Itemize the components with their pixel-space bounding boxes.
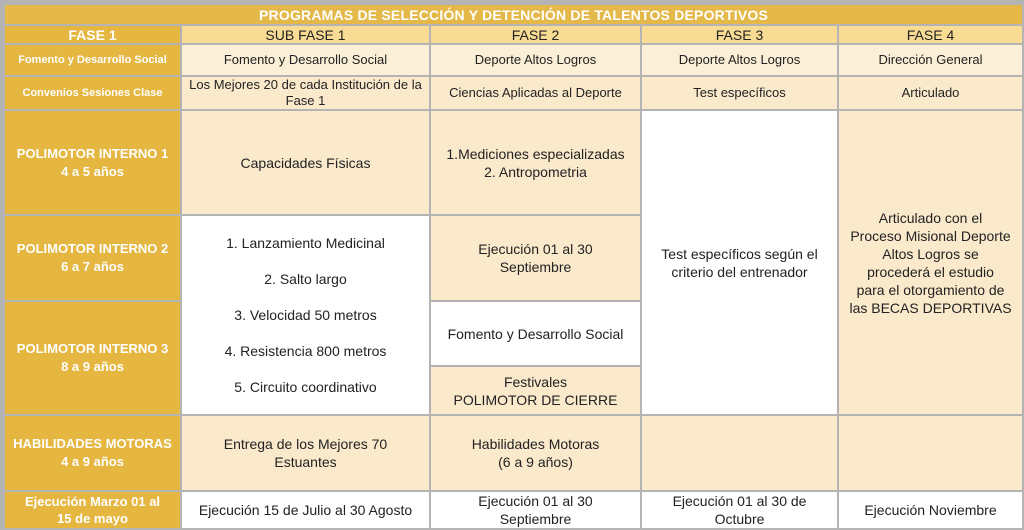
ejecucion-fase3: Ejecución 01 al 30 de Octubre (642, 492, 837, 528)
programs-table (3, 3, 1024, 530)
fase4-merged-cell: Articulado con el Proceso Misional Deporte Altos Logros se procederá el estudio para el otorgamiento de las BECAS DEPORTIVAS (839, 111, 1022, 414)
header-sub-fase1: SUB FASE 1 (182, 26, 429, 43)
polimotor3-fase2-b: Festivales POLIMOTOR DE CIERRE (431, 367, 640, 414)
header-fase1: FASE 1 (5, 26, 180, 43)
prueba-item-2: 2. Salto largo (264, 271, 347, 287)
fase3-merged-cell: Test específicos según el criterio del entrenador (642, 111, 837, 414)
convenios-fase4: Articulado (839, 77, 1022, 109)
prueba-item-4: 4. Resistencia 800 metros (224, 343, 387, 359)
polimotor2-fase2: Ejecución 01 al 30 Septiembre (431, 216, 640, 300)
row-label-convenios: Convenios Sesiones Clase (5, 77, 180, 109)
polimotor3-fase2-a: Fomento y Desarrollo Social (431, 302, 640, 365)
pruebas-list (182, 216, 429, 414)
habilidades-fase2: Habilidades Motoras (6 a 9 años) (431, 416, 640, 490)
convenios-sub: Los Mejores 20 de cada Institución de la Fase 1 (182, 77, 429, 109)
header-fase4: FASE 4 (839, 26, 1022, 43)
row-label-polimotor-3: POLIMOTOR INTERNO 3 8 a 9 años (5, 302, 180, 414)
row-label-polimotor-1: POLIMOTOR INTERNO 1 4 a 5 años (5, 111, 180, 214)
ejecucion-fase2: Ejecución 01 al 30 Septiembre (431, 492, 640, 528)
habilidades-fase4-empty (839, 416, 1022, 490)
row-label-ejecucion: Ejecución Marzo 01 al 15 de mayo (5, 492, 180, 528)
convenios-fase2: Ciencias Aplicadas al Deporte (431, 77, 640, 109)
habilidades-sub: Entrega de los Mejores 70 Estuantes (182, 416, 429, 490)
prueba-item-5: 5. Circuito coordinativo (234, 379, 377, 395)
row-label-polimotor-2: POLIMOTOR INTERNO 2 6 a 7 años (5, 216, 180, 300)
polimotor1-fase2: 1.Mediciones especializadas 2. Antropometria (431, 111, 640, 214)
header-fase3: FASE 3 (642, 26, 837, 43)
ejecucion-fase4: Ejecución Noviembre (839, 492, 1022, 528)
header-fase2: FASE 2 (431, 26, 640, 43)
fomento-fase4: Dirección General (839, 45, 1022, 75)
row-label-fomento: Fomento y Desarrollo Social (5, 45, 180, 75)
fomento-sub: Fomento y Desarrollo Social (182, 45, 429, 75)
prueba-item-3: 3. Velocidad 50 metros (234, 307, 377, 323)
table-title: PROGRAMAS DE SELECCIÓN Y DETENCIÓN DE TALENTOS DEPORTIVOS (5, 5, 1022, 24)
row-label-habilidades: HABILIDADES MOTORAS 4 a 9 años (5, 416, 180, 490)
fomento-fase3: Deporte Altos Logros (642, 45, 837, 75)
ejecucion-sub: Ejecución 15 de Julio al 30 Agosto (182, 492, 429, 528)
polimotor3-fase2-split (431, 302, 640, 414)
convenios-fase3: Test específicos (642, 77, 837, 109)
prueba-item-1: 1. Lanzamiento Medicinal (226, 235, 385, 251)
polimotor1-sub: Capacidades Físicas (182, 111, 429, 214)
habilidades-fase3-empty (642, 416, 837, 490)
fomento-fase2: Deporte Altos Logros (431, 45, 640, 75)
